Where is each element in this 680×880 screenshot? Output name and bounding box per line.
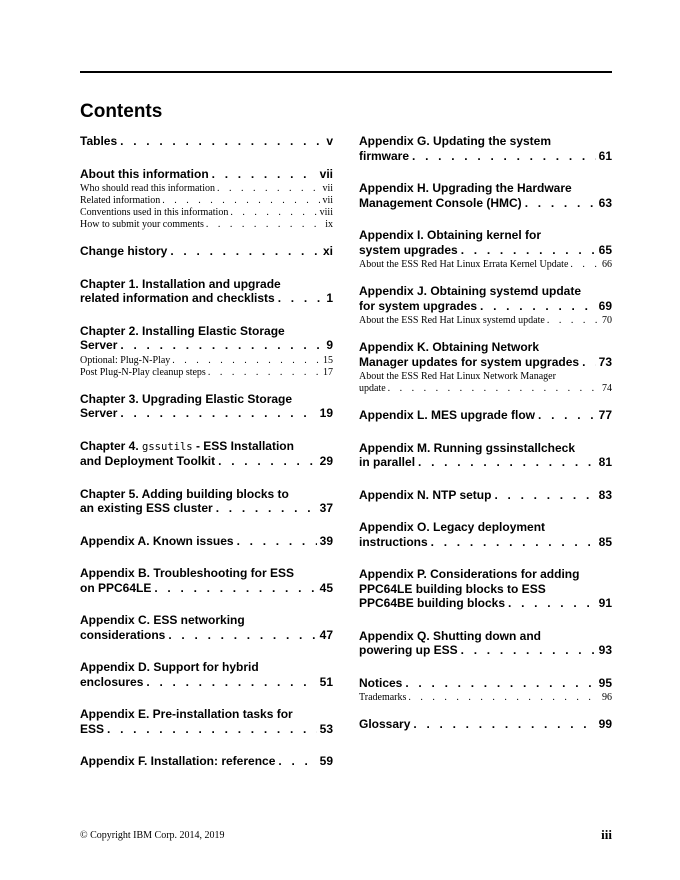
toc-subentry-title: Optional: Plug-N-Play	[80, 354, 171, 366]
dot-leader	[168, 628, 316, 643]
toc-page-number: 83	[598, 487, 612, 502]
toc-entry-line	[359, 181, 612, 196]
toc-entry[interactable]	[80, 134, 333, 149]
toc-entry-title: enclosures	[80, 674, 144, 689]
toc-page-number: 19	[319, 406, 333, 420]
dot-leader	[216, 501, 317, 516]
dot-leader	[480, 299, 596, 314]
toc-entry-title: Appendix H. Upgrading the Hardware	[359, 181, 572, 195]
toc-page-number: 93	[598, 643, 612, 657]
toc-entry-title: Appendix G. Updating the system	[359, 134, 552, 148]
toc-subentry-page: 15	[323, 354, 333, 366]
toc-entry-last-line	[359, 196, 612, 211]
toc-entry-line	[80, 439, 333, 455]
toc-entry-line	[359, 134, 612, 149]
toc-page-number: 85	[598, 534, 612, 549]
toc-entry-command: gssutils	[142, 440, 193, 453]
toc-page-number: 9	[326, 338, 333, 352]
toc-entry-last-line	[80, 167, 333, 182]
dot-leader	[218, 454, 317, 469]
toc-entry-last-line	[80, 244, 333, 259]
toc-page-number: 29	[319, 454, 333, 468]
toc-entry-title: system upgrades	[359, 242, 458, 257]
toc-subentry-title: About the ESS Red Hat Linux systemd update	[359, 315, 545, 326]
toc-entry-last-line	[80, 628, 333, 643]
toc-subentry-title: update	[359, 383, 386, 394]
toc-entry-title: firmware	[359, 148, 410, 163]
dot-leader	[461, 643, 596, 658]
toc-entry-title: About this information	[80, 166, 209, 181]
toc-entry-line	[80, 660, 333, 675]
dot-leader	[162, 195, 320, 207]
toc-subentry-page: ix	[325, 219, 333, 230]
dot-leader	[547, 315, 600, 327]
toc-entry-last-line	[80, 134, 333, 149]
toc-entry[interactable]	[80, 754, 333, 769]
toc-subentry[interactable]	[359, 315, 612, 327]
toc-page-number: 61	[598, 148, 612, 163]
toc-subentry[interactable]	[80, 195, 333, 207]
toc-entry[interactable]	[80, 487, 333, 516]
toc-entry-title: on PPC64LE	[80, 580, 152, 595]
toc-subentries	[80, 355, 333, 379]
dot-leader	[412, 149, 596, 164]
toc-entry[interactable]	[80, 324, 333, 379]
toc-entry-title: Chapter 2. Installing Elastic Storage	[80, 323, 285, 338]
toc-entry-last-line	[80, 675, 333, 690]
dot-leader	[212, 167, 317, 182]
toc-page-number: 73	[598, 354, 612, 369]
dot-leader	[217, 183, 320, 195]
toc-subentry[interactable]	[359, 259, 612, 271]
toc-entry-title: Change history	[80, 244, 168, 258]
toc-subentry[interactable]	[359, 371, 612, 383]
toc-entry-title: Server	[80, 338, 118, 352]
toc-subentry-title: How to submit your comments	[80, 219, 204, 230]
dot-leader	[431, 535, 596, 550]
toc-entry-title: PPC64BE building blocks	[359, 596, 506, 610]
toc-subentry-page: viii	[319, 207, 333, 218]
toc-entry-line	[359, 228, 612, 243]
toc-subentry-page: vii	[322, 195, 333, 206]
toc-entry-title: Appendix C. ESS networking	[80, 613, 245, 627]
toc-subentries	[359, 259, 612, 271]
toc-entry-title: Server	[80, 406, 118, 420]
toc-entry-line	[80, 392, 333, 407]
toc-entry-title-rest: - ESS Installation	[195, 438, 294, 453]
toc-subentry-page: 17	[323, 366, 333, 378]
toc-subentry[interactable]	[80, 183, 333, 195]
dot-leader	[120, 406, 316, 421]
toc-page-number: 45	[319, 580, 333, 595]
toc-page-number: 59	[319, 754, 333, 768]
toc-subentry-page: 96	[602, 692, 612, 703]
toc-page-number: xi	[322, 244, 333, 258]
toc-entry-title: Chapter 4.	[80, 438, 139, 453]
toc-subentry[interactable]	[80, 207, 333, 219]
toc-entry-title: an existing ESS cluster	[80, 501, 213, 515]
toc-entry[interactable]	[359, 629, 612, 658]
toc-entry-title: Appendix E. Pre-installation tasks for	[80, 707, 293, 721]
toc-page-number: 69	[598, 298, 612, 313]
toc-entry-line	[359, 284, 612, 299]
toc-page-number: 81	[598, 455, 612, 469]
toc-entry-last-line	[359, 676, 612, 691]
toc-entry[interactable]	[80, 392, 333, 421]
toc-entry[interactable]	[80, 660, 333, 689]
toc-entry-title: ESS	[80, 721, 105, 736]
toc-entry[interactable]	[359, 134, 612, 163]
toc-left-column	[80, 134, 333, 787]
toc-entry-title: Appendix J. Obtaining systemd update	[359, 284, 582, 298]
toc-entry[interactable]	[359, 441, 612, 470]
toc-entry-title: Appendix F. Installation: reference	[80, 754, 276, 768]
toc-page-number: 77	[598, 408, 612, 422]
toc-entry-line	[80, 277, 333, 292]
toc-entry[interactable]	[359, 717, 612, 732]
toc-entry[interactable]	[80, 534, 333, 549]
toc-subentry-title: Conventions used in this information	[80, 207, 229, 218]
dot-leader	[230, 207, 317, 219]
toc-entry-title: for system upgrades	[359, 298, 478, 313]
toc-entry-last-line	[80, 406, 333, 421]
page-number: iii	[601, 827, 612, 842]
toc-entry-last-line	[359, 455, 612, 470]
toc-entry-last-line	[359, 643, 612, 658]
toc-subentry-title: Trademarks	[359, 692, 407, 703]
toc-entry-title: Management Console (HMC)	[359, 195, 522, 210]
toc-entry-title: Appendix K. Obtaining Network	[359, 340, 540, 354]
toc-entry-last-line	[80, 291, 333, 306]
toc-entry[interactable]	[80, 244, 333, 259]
dot-leader	[388, 383, 600, 395]
toc-entry-line	[80, 566, 333, 581]
toc-subentry-page: 66	[602, 259, 612, 270]
toc-entry-line	[80, 613, 333, 628]
toc-entry[interactable]	[359, 284, 612, 327]
toc-entry-last-line	[359, 408, 612, 423]
toc-entry-last-line	[80, 581, 333, 596]
dot-leader	[154, 581, 316, 596]
dot-leader	[538, 408, 596, 423]
toc-entry-last-line	[80, 454, 333, 469]
dot-leader	[237, 534, 317, 549]
toc-entry-last-line	[359, 355, 612, 370]
toc-subentry-title: Related information	[80, 195, 161, 206]
toc-entry-title: Appendix D. Support for hybrid	[80, 660, 259, 674]
toc-subentry[interactable]	[80, 367, 333, 379]
toc-entry-title: Appendix I. Obtaining kernel for	[359, 228, 542, 242]
toc-subentry-title: Who should read this information	[80, 183, 215, 194]
dot-leader	[206, 219, 323, 231]
toc-entry-title: Tables	[80, 134, 118, 148]
toc-entry-title: Glossary	[359, 717, 411, 731]
dot-leader	[494, 488, 595, 503]
toc-entry-line	[80, 707, 333, 722]
page-title: Contents	[80, 101, 163, 122]
toc-entry-title: in parallel	[359, 455, 416, 469]
toc-entry-title: and Deployment Toolkit	[80, 454, 216, 468]
toc-entry-line	[80, 487, 333, 502]
toc-entry-title: related information and checklists	[80, 291, 275, 305]
toc-subentry[interactable]	[359, 383, 612, 395]
toc-entry-title: Appendix M. Running gssinstallcheck	[359, 440, 576, 455]
toc-entry-line	[359, 582, 612, 597]
dot-leader	[120, 134, 323, 149]
toc-subentry-page: 74	[602, 383, 612, 394]
toc-page-number: vii	[319, 166, 333, 181]
toc-entry-line	[359, 629, 612, 644]
toc-page-number: 65	[598, 242, 612, 257]
toc-page-number: v	[326, 134, 333, 148]
toc-entry-last-line	[359, 596, 612, 611]
toc-subentries	[359, 315, 612, 327]
toc-entry-line	[359, 567, 612, 582]
dot-leader	[525, 196, 596, 211]
dot-leader	[508, 596, 596, 611]
toc-subentry[interactable]	[359, 692, 612, 704]
toc-entry-last-line	[80, 534, 333, 549]
toc-subentry[interactable]	[80, 355, 333, 367]
toc-entry[interactable]	[80, 613, 333, 642]
dot-leader	[413, 717, 595, 732]
toc-page-number: 95	[598, 675, 612, 690]
dot-leader	[208, 367, 321, 379]
toc-right-column	[359, 134, 612, 750]
toc-entry-last-line	[359, 243, 612, 258]
toc-entry[interactable]	[80, 167, 333, 232]
toc-entry-last-line	[80, 501, 333, 516]
dot-leader	[405, 676, 595, 691]
toc-subentries	[80, 183, 333, 231]
toc-entry-title: Appendix B. Troubleshooting for ESS	[80, 566, 295, 580]
toc-entry-title: Appendix N. NTP setup	[359, 487, 492, 502]
toc-entry-last-line	[359, 535, 612, 550]
toc-entry-title: Appendix O. Legacy deployment	[359, 520, 546, 534]
toc-subentry-page: vii	[322, 183, 333, 194]
toc-entry[interactable]	[80, 707, 333, 736]
toc-entry-title: Chapter 3. Upgrading Elastic Storage	[80, 391, 293, 406]
toc-subentries	[359, 692, 612, 704]
toc-entry[interactable]	[80, 566, 333, 595]
toc-entry-line	[359, 340, 612, 355]
dot-leader	[120, 338, 323, 353]
toc-page-number: 99	[598, 717, 612, 731]
toc-subentry-title: About the ESS Red Hat Linux Errata Kernel Update	[359, 259, 569, 270]
toc-entry-last-line	[359, 488, 612, 503]
toc-entry-line	[359, 441, 612, 456]
toc-entry-last-line	[80, 338, 333, 353]
toc-entry[interactable]	[359, 340, 612, 395]
toc-entry-last-line	[359, 717, 612, 732]
toc-page-number: 47	[319, 627, 333, 642]
toc-page-number: 1	[326, 291, 333, 305]
toc-entry-title: Appendix L. MES upgrade flow	[359, 408, 536, 422]
dot-leader	[107, 722, 317, 737]
toc-entry[interactable]	[359, 520, 612, 549]
dot-leader	[278, 754, 316, 769]
toc-page-number: 63	[598, 195, 612, 210]
dot-leader	[582, 355, 596, 370]
toc-entry-title: PPC64LE building blocks to ESS	[359, 581, 546, 596]
toc-entry[interactable]	[359, 408, 612, 423]
toc-entry-last-line	[359, 299, 612, 314]
toc-subentries	[359, 371, 612, 395]
dot-leader	[418, 455, 596, 470]
toc-entry-line	[359, 520, 612, 535]
toc-entry-title: Appendix P. Considerations for adding	[359, 567, 580, 581]
toc-page-number: 51	[319, 674, 333, 689]
top-rule	[80, 71, 612, 73]
toc-entry[interactable]	[359, 676, 612, 705]
toc-subentry-title: About the ESS Red Hat Linux Network Manager	[359, 371, 556, 382]
dot-leader	[570, 259, 600, 271]
toc-entry-title: Chapter 5. Adding building blocks to	[80, 486, 289, 501]
dot-leader	[146, 675, 316, 690]
toc-entry-title: Notices	[359, 675, 403, 690]
dot-leader	[461, 243, 596, 258]
toc-entry-title: considerations	[80, 627, 166, 642]
dot-leader	[278, 291, 324, 306]
toc-page-number: 39	[319, 533, 333, 548]
toc-page-number: 91	[598, 596, 612, 610]
toc-entry-title: Appendix Q. Shutting down and	[359, 628, 541, 643]
toc-page-number: 53	[319, 721, 333, 736]
toc-entry[interactable]	[359, 488, 612, 503]
toc-entry[interactable]	[80, 277, 333, 306]
dot-leader	[172, 355, 321, 367]
toc-entry-title: Chapter 1. Installation and upgrade	[80, 276, 281, 291]
toc-entry-title: Manager updates for system upgrades	[359, 354, 580, 369]
toc-entry-title: powering up ESS	[359, 643, 458, 657]
toc-entry-last-line	[80, 754, 333, 769]
toc-entry-title: Appendix A. Known issues	[80, 533, 234, 548]
toc-subentry-title: Post Plug-N-Play cleanup steps	[80, 366, 206, 378]
toc-entry[interactable]	[359, 181, 612, 210]
toc-subentry-page: 70	[602, 315, 612, 326]
dot-leader	[170, 244, 320, 259]
dot-leader	[408, 692, 600, 704]
toc-entry-last-line	[80, 722, 333, 737]
toc-page-number: 37	[319, 501, 333, 515]
copyright: © Copyright IBM Corp. 2014, 2019	[80, 830, 225, 841]
toc-entry-title: instructions	[359, 534, 428, 549]
toc-entry[interactable]	[359, 567, 612, 611]
toc-entry[interactable]	[80, 439, 333, 469]
toc-entry-line	[80, 324, 333, 339]
toc-entry-last-line	[359, 149, 612, 164]
toc-entry[interactable]	[359, 228, 612, 271]
toc-subentry[interactable]	[80, 219, 333, 231]
